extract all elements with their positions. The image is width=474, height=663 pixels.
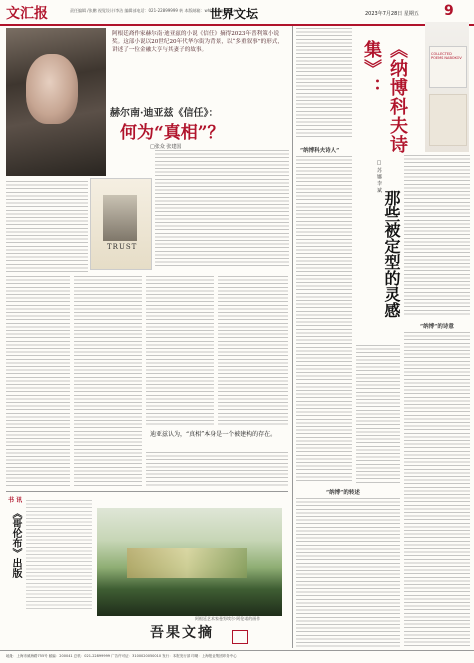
issue-date: 2023年7月28日 星期五: [365, 11, 419, 17]
body-text-block: [218, 276, 288, 426]
book-cover-title: TRUST: [107, 243, 138, 251]
body-text-block: [404, 155, 470, 315]
editorial-meta: 责任编辑 /张鹏 视觉设计/李洁 编辑部电话：021-22899999 转 本版邮箱：whbstcl@whb.cn: [70, 8, 239, 13]
nabokov-author: □ 苏 娜 李 斌: [376, 160, 382, 193]
body-text-block: [356, 345, 400, 485]
sidebar-title: 《哥伦布》出版: [10, 508, 21, 578]
body-text-block: [296, 498, 400, 648]
page-footer: [0, 650, 474, 663]
article-intro: 阿根廷裔作家赫尔南·迪亚兹的小说《信任》摘得2023年普利策小说奖。这部小说以20世纪20年代华尔街为背景，以“多重叙事”的形式，讲述了一位金融大亨与其妻子的故事。: [112, 31, 283, 53]
body-text-block: [6, 276, 70, 488]
body-text-block: [6, 181, 88, 273]
body-text-block: [146, 276, 214, 426]
body-text-block: [146, 452, 288, 488]
section-title: 世界文坛: [210, 7, 259, 21]
column-divider: [292, 26, 293, 648]
body-text-block: [26, 500, 92, 610]
body-text-block: [155, 150, 289, 268]
author-face: [26, 54, 78, 124]
sidebar-label: 书 讯: [8, 497, 23, 504]
painting-caption: 阿根廷艺术家曼努埃尔·阿伦诺的画作: [195, 616, 261, 621]
footer-text: 地址：上海市威海路755号 邮编：200041 总机：021-22899999 广告许可证：3100020050010 发行：本报发行部 印刷：上海报业集团印务中心: [6, 654, 237, 658]
painting-detail: [127, 548, 247, 578]
body-text-block: [296, 28, 352, 138]
nabokov-book-image: [425, 22, 469, 152]
newspaper-logo: 文汇报: [6, 6, 48, 22]
book-cover-image: [429, 94, 467, 146]
headline-name: 赫尔南·迪亚兹《信任》：: [110, 108, 219, 119]
nabokov-subtitle: 那些被定型的灵感: [382, 190, 401, 318]
brand-logo: 吾果文摘: [150, 625, 214, 641]
nabokov-subhead-3: “纳博”的转述: [326, 490, 360, 496]
author-photo: [6, 28, 106, 176]
book-cover-label: COLLECTED POEMS NABOKOV: [431, 52, 462, 60]
nabokov-title: 《纳博科夫诗集》：: [361, 40, 408, 154]
nabokov-subhead-2: “纳博”的诗意: [420, 324, 454, 330]
painting-image: [97, 508, 282, 616]
body-text-block: [296, 156, 352, 482]
pull-quote: 迪亚兹认为，“真相”本身是一个被建构的存在。: [150, 431, 277, 438]
nabokov-subhead-1: “纳博科夫诗人”: [300, 148, 340, 154]
seal-stamp: [232, 630, 248, 644]
body-text-block: [74, 276, 142, 488]
feature-byline: □张众 张建国: [150, 144, 182, 150]
divider: [6, 491, 288, 492]
headline-main: 何为“真相”？: [120, 123, 225, 143]
book-cover: [90, 178, 152, 270]
page-number: 9: [444, 3, 454, 19]
book-cover-art: [103, 195, 137, 241]
body-text-block: [404, 332, 470, 648]
